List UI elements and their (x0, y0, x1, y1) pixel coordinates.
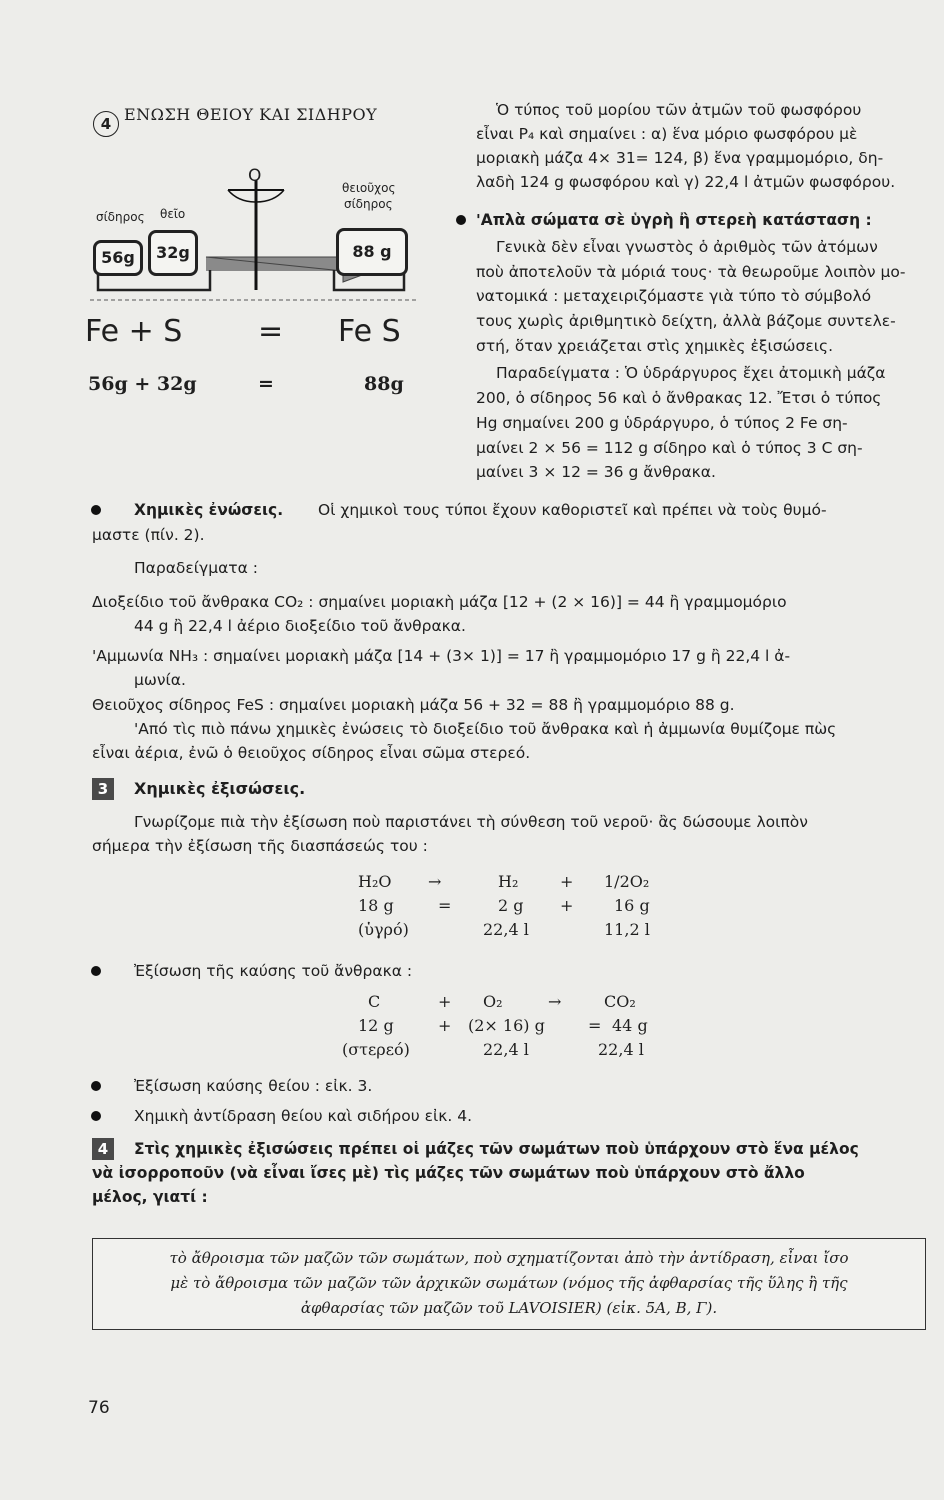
eq-cell: = (588, 1016, 602, 1035)
eq-cell: 12 g (358, 1016, 394, 1035)
eq-cell: + (560, 896, 574, 915)
right-line: μαίνει 2 × 56 = 112 g σίδηρο καὶ ὁ τύπος 3 C ση- (476, 439, 863, 457)
note-line: εἶναι ἀέρια, ἐνῶ ὁ θειοῦχος σίδηρος εἶναι σῶμα στερεό. (92, 744, 531, 762)
bullet-icon (91, 1081, 101, 1091)
right-line: νατομικά : μεταχειριζόμαστε γιὰ τύπο τὸ σύμβολό (476, 287, 872, 305)
nh3-line: μωνία. (134, 671, 186, 689)
eq-cell: 16 g (614, 896, 650, 915)
label-pivot: O (248, 166, 262, 186)
eq-cell: 22,4 l (598, 1040, 644, 1059)
eq-cell: + (560, 872, 574, 891)
section-number-4: 4 (92, 1138, 114, 1160)
eq-cell: 44 g (612, 1016, 648, 1035)
compounds-line: μαστε (πίν. 2). (92, 526, 205, 544)
figure-title: ΕΝΩΣΗ ΘΕΙΟΥ ΚΑΙ ΣΙΔΗΡΟΥ (124, 105, 378, 124)
mass-equals: = (258, 373, 274, 395)
carbon-label: Ἐξίσωση τῆς καύσης τοῦ ἄνθρακα : (134, 962, 413, 980)
section-4-question: νὰ ἰσορροποῦν (νὰ εἶναι ἴσες μὲ) τὶς μάζες τῶν σωμάτων ποὺ ὑπάρχουν στὸ ἄλλο (92, 1164, 805, 1182)
section-4-question: μέλος, γιατί : (92, 1188, 208, 1206)
eq-cell: 18 g (358, 896, 394, 915)
eq-cell: 22,4 l (483, 920, 529, 939)
mass-right: 88g (364, 373, 404, 395)
section-3-heading: Χημικὲς ἐξισώσεις. (134, 779, 306, 798)
right-line: Hg σημαίνει 200 g ὑδράργυρο, ὁ τύπος 2 Fe ση- (476, 414, 848, 432)
note-line: 'Από τὶς πιὸ πάνω χημικὲς ἐνώσεις τὸ διοξείδιο τοῦ ἄνθρακα καὶ ἡ ἀμμωνία θυμίζομε πὼς (134, 720, 837, 738)
section-number-3: 3 (92, 778, 114, 800)
law-line: μὲ τὸ ἄθροισμα τῶν μαζῶν τῶν ἀρχικῶν σωμάτων (νόμος τῆς ἀφθαρσίας τῆς ὕλης ἢ τῆς (170, 1274, 848, 1292)
eq-cell: 1/2O₂ (604, 872, 650, 891)
label-product-2: σίδηρος (344, 197, 393, 211)
weight-iron: 56g (93, 240, 143, 276)
fes-line: Θειοῦχος σίδηρος FeS : σημαίνει μοριακὴ μάζα 56 + 32 = 88 ἢ γραμμομόριο 88 g. (92, 696, 735, 714)
label-iron: σίδηρος (96, 210, 145, 224)
co2-line: Διοξείδιο τοῦ ἄνθρακα CO₂ : σημαίνει μοριακὴ μάζα [12 + (2 × 16)] = 44 ἢ γραμμομόριο (92, 593, 787, 611)
right-line: λαδὴ 124 g φωσφόρου καὶ γ) 22,4 l ἀτμῶν φωσφόρου. (476, 173, 896, 191)
bullet-icon (91, 1111, 101, 1121)
right-line: Παραδείγματα : Ὁ ὑδράργυρος ἔχει ἀτομικὴ μάζα (496, 364, 886, 382)
nh3-line: 'Αμμωνία NH₃ : σημαίνει μοριακὴ μάζα [14 + (3× 1)] = 17 ἢ γραμμομόριο 17 g ἢ 22,4 l ἀ- (92, 647, 791, 665)
right-line: εἶναι P₄ καὶ σημαίνει : α) ἕνα μόριο φωσφόρου μὲ (476, 125, 858, 143)
eq-cell: 22,4 l (483, 1040, 529, 1059)
formula-right: Fe S (338, 314, 401, 349)
right-line: Γενικὰ δὲν εἶναι γνωστὸς ὁ ἀριθμὸς τῶν ἀτόμων (496, 238, 878, 256)
right-line: στή, ὅταν χρειάζεται στὶς χημικὲς ἐξισώσεις. (476, 337, 833, 355)
compounds-heading: Χημικὲς ἐνώσεις. (134, 501, 284, 519)
section-3-intro: σήμερα τὴν ἐξίσωση τῆς διασπάσεώς του : (92, 837, 428, 855)
eq-cell: → (548, 992, 562, 1011)
right-line: Ὁ τύπος τοῦ μορίου τῶν ἀτμῶν τοῦ φωσφόρου (496, 101, 862, 119)
eq-cell: + (438, 992, 452, 1011)
formula-left: Fe + S (85, 314, 183, 349)
eq-cell: O₂ (483, 992, 503, 1011)
eq-cell: C (368, 992, 381, 1011)
right-line: 200, ὁ σίδηρος 56 καὶ ὁ ἄνθρακας 12. Ἔτσι ὁ τύπος (476, 389, 882, 407)
bullet-icon (456, 215, 466, 225)
section-3-intro: Γνωρίζομε πιὰ τὴν ἐξίσωση ποὺ παριστάνει τὴ σύνθεση τοῦ νεροῦ· ἂς δώσουμε λοιπὸν (134, 813, 808, 831)
right-line: μοριακὴ μάζα 4× 31= 124, β) ἕνα γραμμομόριο, δη- (476, 149, 884, 167)
weight-product: 88 g (336, 228, 408, 276)
lavoisier-law-box (92, 1238, 926, 1330)
eq-cell: CO₂ (604, 992, 636, 1011)
eq-cell: + (438, 1016, 452, 1035)
eq-cell: (2× 16) g (468, 1016, 545, 1035)
right-line: μαίνει 3 × 12 = 36 g ἄνθρακα. (476, 463, 716, 481)
eq-cell: → (428, 872, 442, 891)
page-number: 76 (88, 1398, 110, 1418)
co2-line: 44 g ἢ 22,4 l ἀέριο διοξείδιο τοῦ ἄνθρακα. (134, 617, 466, 635)
formula-equals: = (258, 314, 284, 349)
compounds-line: Οἱ χημικοὶ τους τύποι ἔχουν καθοριστεῖ καὶ πρέπει νὰ τοὺς θυμό- (318, 501, 827, 519)
label-product-1: θειοῦχος (342, 181, 396, 195)
bullet-icon (91, 505, 101, 515)
mass-left: 56g + 32g (88, 373, 197, 395)
right-line: τους χωρὶς ἀριθμητικὸ δείχτη, ἀλλὰ βάζομε συντελε- (476, 312, 896, 330)
figure-number-badge: 4 (93, 111, 119, 137)
eq-cell: 2 g (498, 896, 524, 915)
eq-cell: = (438, 896, 452, 915)
bullet-icon (91, 966, 101, 976)
bullet-sulfur-combustion: Ἐξίσωση καύσης θείου : εἰκ. 3. (134, 1077, 373, 1095)
eq-cell: H₂O (358, 872, 392, 891)
right-line: ποὺ ἀποτελοῦν τὰ μόριά τους· τὰ θεωροῦμε λοιπὸν μο- (476, 263, 906, 281)
bullet-reaction: Χημικὴ ἀντίδραση θείου καὶ σιδήρου εἰκ. 4. (134, 1107, 473, 1125)
law-line: ἀφθαρσίας τῶν μαζῶν τοῦ LAVOISIER) (εἰκ. 5Α, Β, Γ). (300, 1299, 718, 1317)
eq-cell: (ὑγρό) (358, 920, 409, 939)
examples-label: Παραδείγματα : (134, 559, 258, 577)
section-4-question: Στὶς χημικὲς ἐξισώσεις πρέπει οἱ μάζες τῶν σωμάτων ποὺ ὑπάρχουν στὸ ἕνα μέλος (134, 1140, 859, 1158)
eq-cell: 11,2 l (604, 920, 650, 939)
eq-cell: H₂ (498, 872, 519, 891)
eq-cell: (στερεό) (342, 1040, 410, 1059)
label-sulfur: θεῖο (160, 207, 186, 221)
right-subheading: 'Απλὰ σώματα σὲ ὑγρὴ ἢ στερεὴ κατάσταση : (476, 211, 872, 229)
weight-sulfur: 32g (148, 230, 198, 276)
law-line: τὸ ἄθροισμα τῶν μαζῶν τῶν σωμάτων, ποὺ σχηματίζονται ἀπὸ τὴν ἀντίδραση, εἶναι ἴσο (169, 1249, 849, 1267)
